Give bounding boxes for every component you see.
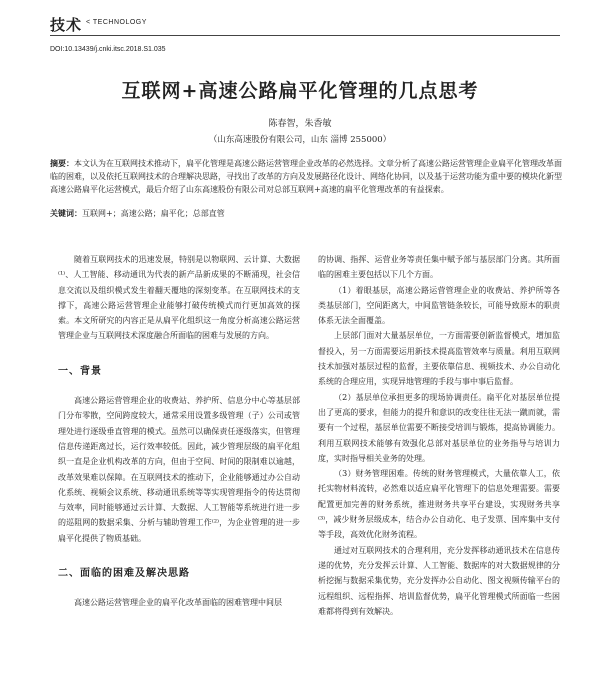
item1-cont: 上层部门面对大量基层单位，一方面需要创新监督模式，增加监督投入，另一方面需要运用新技术提高监管效率与质量。利用互联网技术加强对基层过程的监督，主要依靠信息、视频技术、办公自动化系统的合理应用，实现异地管理的手段与事中事后监督。	[318, 331, 560, 387]
item3-cont: 通过对互联网技术的合理利用，充分发挥移动通讯技术在信息传递的优势，充分发挥云计算、人工智能、数据库的对大数据规律的分析挖掘与数据采集优势，充分发挥办公自动化、图文视频传输平台的远程组织、远程指挥、培训监督优势，扁平化管理模式所面临一些困难都将得到有效解决。	[318, 545, 560, 616]
keywords	[50, 208, 562, 219]
abstract-label: 摘要：	[50, 159, 74, 168]
section2-paragraph: 高速公路运营管理企业的扁平化改革面临的困难管理中间层	[74, 598, 282, 608]
item2: （2）基层单位承担更多的现场协调责任。扁平化对基层单位提出了更高的要求，但能力的提升和意识的改变往往无法一蹴而就，需要有一个过程，基层单位需要不断接受培训与锻炼，提高协调能力。利用互联网技术能够有效强化总部对基层单位的业务指导与培训力度，实时指导相关业务的处理。	[318, 392, 560, 463]
abstract-text: 本文认为在互联网技术推动下，扁平化管理是高速公路运营管理企业改革的必然选择。文章分析了高速公路运营管理企业扁平化管理改革面临的困难，以及依托互联网技术的合理解决思路，寻找出了改革的方向及发展路径化设计、网络化协同，以及基于运营功能为重中要的模块化新型高速公路扁平化运营模式，最后介绍了山东高速股份有限公司对总部互联网+高速的扁平化管理改革的有益探索。	[50, 159, 562, 194]
authors: 陈春智，朱香敏	[268, 119, 332, 129]
header-rule	[50, 35, 560, 36]
affiliation: （山东高速股份有限公司，山东 淄博 255000）	[208, 135, 392, 145]
keywords-label: 关键词：	[50, 208, 82, 218]
intro-paragraph: 随着互联网技术的迅速发展，特别是以物联网、云计算、大数据⁽¹⁾、人工智能、移动通讯为代表的新产品新成果的不断涌现，社会信息交流以及组织模式发生着翻天覆地的深刻变革。在互联网技术的支撑下，高速公路运营管理企业能够打破传统模式而行更加高效的探索。本文所研究的内容正是从扁平化组织这一角度分析高速公路运营管理企业与互联网技术深度融合所面临的困难与发展的方向。	[58, 255, 300, 341]
section1-paragraph: 高速公路运营管理企业的收费站、养护所、信息分中心等基层部门分布零散，空间跨度较大，通常采用设置多级管理（子）公司或管理处进行逐级垂直管理的模式。虽然可以确保责任逐级落实，但管理信息传递距离过长，运行效率较低。因此，减少管理层级的扁平化组织一直是企业机构改革的方向，但由于空间、时间的限制难以逾越，改革效果难以保障。在互联网技术的推动下，企业能够通过办公自动化系统、视频会议系统、移动通讯系统等等实现管理指令的传达贯彻与效率，同时能够通过云计算、大数据、人工智能等系统进行进一步的巡阻网的数据采集、分析与辅助管理工作⁽²⁾，为企业管理的进一步扁平化提供了物质基础。	[58, 396, 300, 543]
right-column	[318, 252, 560, 619]
doi: DOI:10.13439/j.cnki.itsc.2018.S1.035	[50, 46, 166, 53]
keywords-text: 互联网+；高速公路；扁平化；总部直管	[82, 209, 225, 218]
section-label-en: < TECHNOLOGY	[86, 19, 147, 26]
item1: （1）着眼基层，高速公路运营管理企业的收费站、养护所等各类基层部门，空间距离大，中间监管链条较长，可能导致原本的职责体系无法全面覆盖。	[318, 285, 560, 326]
section2-heading: 二、面临的困难及解决思路	[58, 568, 190, 580]
section-label: 技术	[50, 16, 83, 34]
item3: （3）财务管理困难。传统的财务管理模式，大量依靠人工，依托实物材料流转，必然难以适应扁平化管理下的信息处理需要。需要配置更加完善的财务系统，推进财务共享平台建设，实现财务共享⁽³⁾，减少财务层级成本，结合办公自动化、电子发票、国库集中支付等手段，高效优化财务流程。	[318, 469, 560, 540]
article-title: 互联网+高速公路扁平化管理的几点思考	[121, 80, 479, 102]
section1-heading: 一、背景	[58, 365, 102, 377]
right-intro: 的协调、指挥、运营业务等责任集中赋予部与基层部门分离。其所面临的困难主要包括以下几个方面。	[318, 255, 560, 280]
abstract	[50, 157, 562, 196]
left-column	[58, 252, 300, 611]
